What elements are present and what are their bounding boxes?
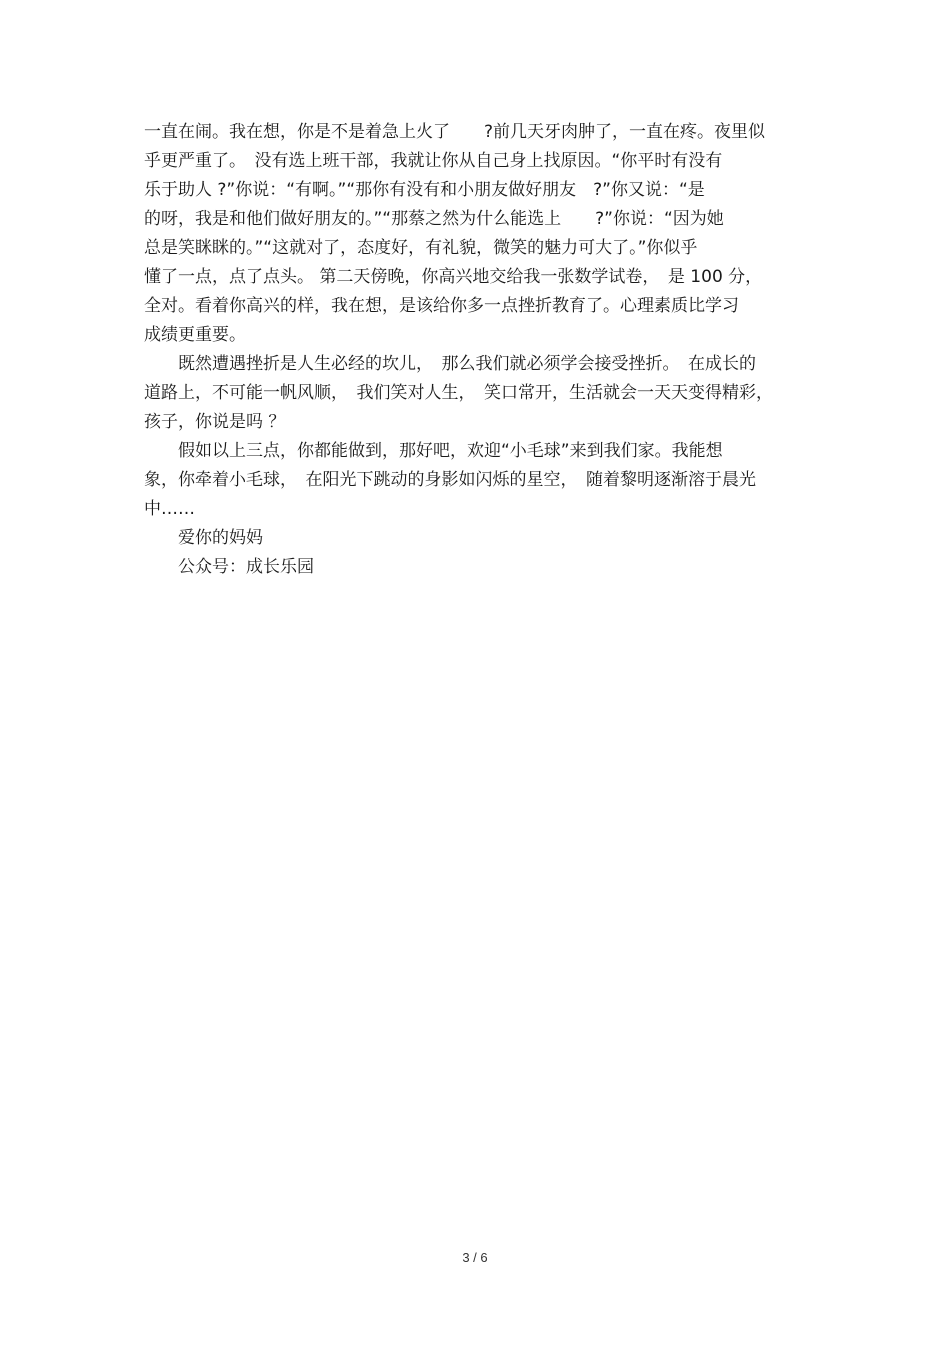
letter-body <box>144 118 814 582</box>
text-line: 既然遭遇挫折是人生必经的坎儿， 那么我们就必须学会接受挫折。 在成长的 <box>144 354 756 374</box>
text-line: 乐于助人 ?”你说：“有啊。”“那你有没有和小朋友做好朋友 ?”你又说：“是 <box>144 180 705 200</box>
text-line: 中…… <box>144 499 195 519</box>
text-line: 懂了一点，点了点头。 第二天傍晚，你高兴地交给我一张数学试卷， 是 100 分， <box>144 267 763 287</box>
text-line: 一直在闹。我在想，你是不是着急上火了 ?前几天牙肉肿了，一直在疼。夜里似 <box>144 122 766 142</box>
text-line: 全对。看着你高兴的样，我在想，是该给你多一点挫折教育了。心理素质比学习 <box>144 296 739 316</box>
text-line: 象，你牵着小毛球， 在阳光下跳动的身影如闪烁的星空， 随着黎明逐渐溶于晨光 <box>144 470 756 490</box>
text-line: 假如以上三点，你都能做到，那好吧，欢迎“小毛球”来到我们家。我能想 <box>144 441 723 461</box>
text-line: 的呀，我是和他们做好朋友的。”“那蔡之然为什么能选上 ?”你说：“因为她 <box>144 209 724 229</box>
page-number: 3 / 6 <box>462 1250 488 1265</box>
text-line: 道路上，不可能一帆风顺， 我们笑对人生， 笑口常开，生活就会一天天变得精彩， <box>144 383 773 403</box>
text-line: 成绩更重要。 <box>144 325 246 345</box>
signature-line: 爱你的妈妈 <box>144 528 263 548</box>
text-line: 孩子，你说是吗 ？ <box>144 412 286 432</box>
text-line: 总是笑眯眯的。”“这就对了，态度好，有礼貌，微笑的魅力可大了。”你似乎 <box>144 238 698 258</box>
text-line: 乎更严重了。 没有选上班干部，我就让你从自己身上找原因。“你平时有没有 <box>144 151 723 171</box>
public-account-line: 公众号：成长乐园 <box>144 557 314 577</box>
